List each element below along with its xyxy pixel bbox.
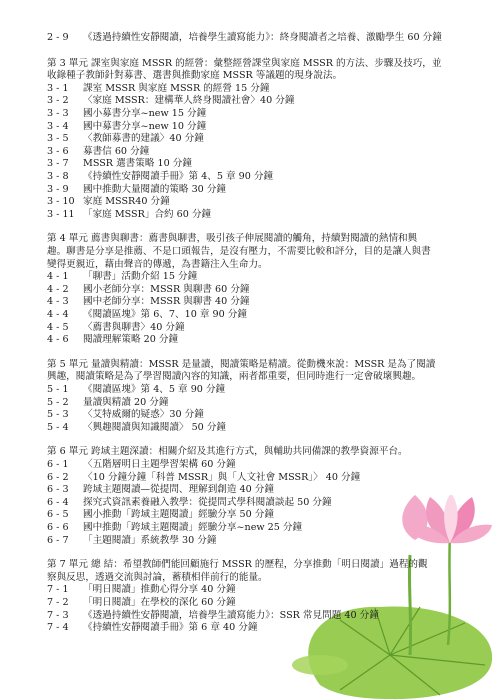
item-number: 4 - 1 bbox=[47, 271, 69, 283]
item-text: 國中老師分享：MSSR 與聊書 40 分鐘 bbox=[83, 296, 250, 308]
list-item bbox=[47, 95, 294, 108]
item-number: 4 - 3 bbox=[47, 296, 69, 308]
item-text: 家庭 MSSR40 分鐘 bbox=[83, 196, 170, 208]
list-item bbox=[47, 610, 379, 623]
item-text: 《閱讀區塊》第 4、5 章 90 分鐘 bbox=[83, 384, 226, 395]
item-text: 〈10 分鐘分鐘「科普 MSSR」與「人文社會 MSSR」〉 40 分鐘 bbox=[83, 471, 361, 483]
item-text: MSSR 選書策略 10 分鐘 bbox=[83, 158, 192, 170]
item-text: 〈教師募書的建議〉40 分鐘 bbox=[83, 133, 204, 145]
list-item bbox=[47, 422, 226, 435]
item-number: 5 - 3 bbox=[47, 409, 69, 421]
list-item bbox=[47, 509, 274, 522]
top-line: 2 - 9 《透過持續性安靜閱讀，培養學生讀寫能力》：終身閱讀者之培養、激勵學生 60 分鐘 bbox=[47, 32, 442, 43]
item-text: 〈薦書與聊書〉40 分鐘 bbox=[83, 321, 185, 333]
item-text: 量讀與精讀 20 分鐘 bbox=[83, 396, 169, 408]
list-item bbox=[47, 535, 216, 548]
item-text: 「明日閱讀」在學校的深化 60 分鐘 bbox=[83, 597, 236, 608]
list-item bbox=[47, 209, 211, 222]
item-number: 3 - 9 bbox=[47, 183, 69, 195]
list-item bbox=[47, 309, 247, 322]
list-item bbox=[47, 484, 274, 497]
item-text: 《持續性安靜閱讀手冊》第 6 章 40 分鐘 bbox=[83, 622, 258, 634]
item-number: 4 - 6 bbox=[47, 334, 69, 346]
list-item bbox=[47, 409, 204, 422]
item-number: 5 - 4 bbox=[47, 421, 69, 433]
item-number: 3 - 3 bbox=[47, 108, 69, 119]
item-text: 探究式資訊素養融入教學：從提問式學科閱讀談起 50 分鐘 bbox=[83, 496, 332, 508]
item-number: 3 - 7 bbox=[47, 158, 69, 170]
item-text: 國中推動大量閱讀的策略 30 分鐘 bbox=[83, 183, 227, 195]
list-item bbox=[47, 384, 225, 397]
item-number: 6 - 2 bbox=[47, 471, 69, 483]
item-text: 課室 MSSR 與家庭 MSSR 的經營 15 分鐘 bbox=[83, 82, 270, 94]
list-item bbox=[47, 296, 250, 309]
list-item bbox=[47, 397, 168, 410]
item-text: 國小募書分享~new 15 分鐘 bbox=[83, 108, 207, 119]
item-number: 4 - 4 bbox=[47, 309, 69, 320]
list-item bbox=[47, 322, 185, 335]
item-number: 4 - 5 bbox=[47, 321, 69, 333]
list-item bbox=[47, 597, 236, 610]
list-item bbox=[47, 83, 270, 96]
item-number: 6 - 4 bbox=[47, 496, 69, 508]
item-number: 4 - 2 bbox=[47, 283, 69, 295]
unit-heading: 第 4 單元 薦書與聊書：薦書與聊書，吸引孩子伸展閱讀的觸角，持續對閱讀的熱情和興 趣。聊書是分享是推薦、不是口頭報告，是沒有壓力，不需要比較和評分，目的是讓人與書 變得更親近，藉由聲音的傳遞，為書籍注入生命力。 bbox=[47, 233, 431, 270]
item-number: 6 - 3 bbox=[47, 484, 69, 496]
list-item bbox=[47, 522, 302, 535]
unit-heading: 第 5 單元 量讀與精讀：MSSR 是量讀，閱讀策略是精讀。從動機來說：MSSR 是為了閱讀 興趣，閱讀策略是為了學習閱讀內容的知識，兩者都重要，但同時進行一定會破壞興趣。 bbox=[47, 358, 436, 383]
list-item bbox=[47, 334, 178, 347]
list-item bbox=[47, 121, 206, 134]
list-item bbox=[47, 284, 250, 297]
item-text: 〈家庭 MSSR：建構華人終身閱讀社會〉40 分鐘 bbox=[83, 95, 295, 107]
unit-heading: 第 3 單元 課室與家庭 MSSR 的經營：彙整經營課堂與家庭 MSSR 的方法、步驟及技巧，並 收錄種子教師針對募書、選書與推動家庭 MSSR 等議題的現身說法。 bbox=[47, 57, 442, 82]
item-text: 跨域主題閱讀—從提問、理解到創造 40 分鐘 bbox=[83, 484, 274, 496]
list-item bbox=[47, 196, 170, 209]
item-number: 3 - 11 bbox=[47, 208, 75, 220]
item-text: 《閱讀區塊》第 6、7、10 章 90 分鐘 bbox=[83, 309, 247, 320]
unit-heading: 第 6 單元 跨域主題深讀：相關介紹及其進行方式，與輔助共同備課的教學資源平台。 bbox=[47, 446, 408, 458]
item-number: 6 - 1 bbox=[47, 459, 69, 470]
list-item bbox=[47, 184, 226, 197]
item-text: 國中推動「跨域主題閱讀」經驗分享~new 25 分鐘 bbox=[83, 522, 303, 533]
item-number: 3 - 6 bbox=[47, 145, 69, 157]
item-text: 「聊書」活動介紹 15 分鐘 bbox=[83, 271, 198, 283]
item-text: 〈艾特威爾的疑惑〉30 分鐘 bbox=[83, 409, 204, 421]
list-item bbox=[47, 622, 257, 635]
item-text: 國中募書分享~new 10 分鐘 bbox=[83, 120, 207, 132]
item-number: 3 - 10 bbox=[47, 196, 75, 208]
item-number: 6 - 6 bbox=[47, 522, 69, 533]
list-item bbox=[47, 271, 197, 284]
item-text: 國小推動「跨域主題閱讀」經驗分享 50 分鐘 bbox=[83, 509, 274, 521]
item-number: 7 - 2 bbox=[47, 597, 69, 608]
list-item bbox=[47, 108, 206, 121]
item-number: 5 - 1 bbox=[47, 384, 69, 395]
item-number: 3 - 8 bbox=[47, 171, 69, 182]
item-number: 3 - 4 bbox=[47, 120, 69, 132]
item-text: 〈五階層明日主題學習架構 60 分鐘 bbox=[83, 459, 236, 470]
list-item bbox=[47, 146, 149, 159]
item-text: 〈興趣閱讀與知識閱讀〉 50 分鐘 bbox=[83, 421, 227, 433]
item-number: 6 - 5 bbox=[47, 509, 69, 521]
item-number: 7 - 3 bbox=[47, 609, 69, 621]
item-number: 3 - 2 bbox=[47, 95, 69, 107]
unit-heading: 第 7 單元 總 結：希望教師們能回顧施行 MSSR 的歷程，分享推動「明日閱讀」過程的觀 察與反思，透過交流與討論，蓄積相伴前行的能量。 bbox=[47, 559, 428, 583]
list-item bbox=[47, 459, 236, 472]
list-item bbox=[47, 472, 360, 485]
list-item bbox=[47, 133, 204, 146]
item-number: 3 - 5 bbox=[47, 133, 69, 145]
item-text: 國小老師分享：MSSR 與聊書 60 分鐘 bbox=[83, 283, 250, 295]
item-text: 閱讀理解策略 20 分鐘 bbox=[83, 334, 179, 346]
item-text: 「明日閱讀」推動心得分享 40 分鐘 bbox=[83, 584, 236, 596]
item-text: 「主題閱讀」系統教學 30 分鐘 bbox=[83, 534, 217, 546]
lotus-illustration bbox=[280, 495, 495, 700]
item-text: 《透過持續性安靜閱讀，培養學生讀寫能力》：SSR 常見問題 40 分鐘 bbox=[83, 609, 379, 621]
item-number: 5 - 2 bbox=[47, 396, 69, 408]
list-item bbox=[47, 158, 192, 171]
item-text: 募書信 60 分鐘 bbox=[83, 145, 150, 157]
item-number: 6 - 7 bbox=[47, 534, 69, 546]
item-number: 7 - 1 bbox=[47, 584, 69, 596]
item-number: 3 - 1 bbox=[47, 82, 69, 94]
item-text: 「家庭 MSSR」合約 60 分鐘 bbox=[83, 208, 212, 220]
lotus-small-leaf bbox=[292, 655, 348, 675]
item-number: 7 - 4 bbox=[47, 622, 69, 634]
list-item bbox=[47, 497, 332, 510]
list-item bbox=[47, 584, 236, 597]
list-item bbox=[47, 171, 273, 184]
item-text: 《持續性安靜閱讀手冊》第 4、5 章 90 分鐘 bbox=[83, 171, 274, 182]
